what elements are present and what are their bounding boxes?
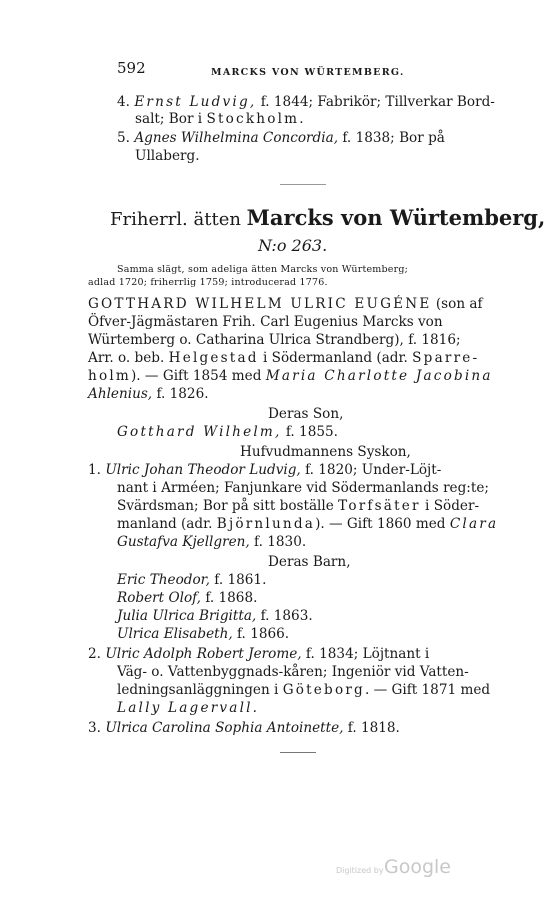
entry-text: i Södermanland (adr.: [258, 350, 413, 366]
children-heading: Deras Barn,: [268, 554, 351, 570]
place-name: Helgestad: [168, 350, 259, 366]
siblings-heading: Hufvudmannens Syskon,: [240, 444, 411, 460]
sibling-2-line-3: [117, 682, 490, 698]
place-name: Sparre-: [412, 350, 480, 366]
child-entry: [117, 608, 313, 624]
sibling-1-line-2: nant i Arméen; Fanjunkare vid Södermanlands reg:te;: [117, 480, 489, 496]
place-name: Torfsäter: [338, 498, 421, 514]
page-number: 592: [117, 59, 146, 77]
person-name: Julia Ulrica Brigitta,: [117, 608, 257, 624]
spouse-name: Gustafva Kjellgren,: [117, 534, 250, 550]
entry-number: 3.: [88, 720, 101, 736]
section-title: [110, 206, 545, 233]
digitized-watermark-text: Digitized by: [336, 866, 384, 875]
entry-number: 4.: [117, 94, 130, 110]
sibling-1-line-3: [117, 498, 479, 514]
entry-text: f. 1863.: [256, 608, 313, 624]
entry-text: f. 1855.: [281, 424, 338, 440]
sibling-3: [88, 720, 400, 736]
person-name: Gotthard Wilhelm,: [117, 424, 282, 440]
child-entry: [117, 590, 257, 606]
child-entry: [117, 626, 289, 642]
sibling-2-line-2: Väg- o. Vattenbyggnads-kåren; Ingeniör vid Vatten-: [117, 664, 469, 680]
entry-text: Arr. o. beb.: [88, 350, 169, 366]
google-logo: Google: [384, 856, 452, 878]
son-entry: [117, 424, 338, 440]
ornament-divider: [280, 184, 326, 185]
person-name: Agnes Wilhelmina Concordia,: [134, 130, 339, 146]
entry-text: ; Bor på: [390, 130, 445, 146]
sibling-2-line-1: [88, 646, 429, 662]
entry-text: f. 1820; Under-Löjt-: [300, 462, 442, 478]
entry-4-line-1: [117, 94, 495, 110]
birth-prefix: f.: [338, 130, 356, 146]
section-note-1: Samma slägt, som adeliga ätten Marcks von Würtemberg;: [117, 264, 409, 275]
entry-text: ). — Gift 1854 med: [130, 368, 266, 384]
head-person-line-4: [88, 350, 479, 366]
head-person-line-1: [88, 296, 483, 312]
place-name: holm: [88, 368, 131, 384]
birth-year: 1838: [355, 130, 391, 146]
entry-text: f. 1861.: [209, 572, 267, 588]
running-title: MARCKS VON WÜRTEMBERG.: [211, 67, 405, 78]
entry-5-line-2: Ullaberg.: [135, 148, 200, 164]
sibling-2-line-4: [117, 700, 259, 716]
entry-text: (son af: [431, 296, 483, 312]
person-name: Eric Theodor,: [117, 572, 210, 588]
head-person-line-6: [88, 386, 209, 402]
entry-number: 5.: [117, 130, 130, 146]
entry-text: i Söder-: [420, 498, 480, 514]
entry-text: ledningsanläggningen i: [117, 682, 283, 698]
entry-4-line-2: [135, 111, 304, 127]
sibling-1-line-4: [117, 516, 498, 532]
spouse-name: Lally Lagervall.: [117, 700, 260, 716]
entry-text: f. 1868.: [201, 590, 258, 606]
section-note-2: adlad 1720; friherrlig 1759; introducerad 1776.: [88, 277, 328, 288]
place-name: Stockholm: [206, 111, 300, 127]
spouse-name: Ahlenius,: [88, 386, 153, 402]
entry-text: f. 1834; Löjtnant i: [301, 646, 430, 662]
entry-number: 1.: [88, 462, 101, 478]
family-name: Marcks von Würtemberg,: [246, 205, 546, 230]
entry-text: f. 1866.: [232, 626, 290, 642]
spouse-name: Maria Charlotte Jacobina: [265, 368, 493, 384]
birth-prefix: f.: [256, 94, 274, 110]
person-name: Ernst Ludvig,: [134, 94, 257, 110]
person-name: Ulrica Elisabeth,: [117, 626, 233, 642]
person-name: GOTTHARD WILHELM ULRIC EUGÉNE: [88, 296, 432, 312]
family-number: N:o 263.: [258, 236, 328, 255]
child-entry: [117, 572, 266, 588]
head-person-line-5: [88, 368, 493, 384]
spouse-name: Clara: [449, 516, 499, 532]
head-person-line-2: Öfver-Jägmästaren Frih. Carl Eugenius Marcks von: [88, 314, 443, 330]
entry-text: .: [299, 111, 304, 127]
entry-text: . — Gift 1871 med: [364, 682, 491, 698]
entry-text: ). — Gift 1860 med: [315, 516, 450, 532]
entry-text: Svärdsman; Bor på sitt boställe: [117, 498, 339, 514]
birth-year: 1844: [273, 94, 309, 110]
person-name: Robert Olof,: [117, 590, 201, 606]
head-person-line-3: Würtemberg o. Catharina Ulrica Strandberg), f. 1816;: [88, 332, 461, 348]
person-name: Ulrica Carolina Sophia Antoinette,: [105, 720, 344, 736]
person-name: Ulric Adolph Robert Jerome,: [105, 646, 302, 662]
place-name: Björnlunda: [216, 516, 316, 532]
son-heading: Deras Son,: [268, 406, 344, 422]
title-prefix: Friherrl. ätten: [110, 209, 247, 230]
place-name: Göteborg: [282, 682, 365, 698]
entry-text: manland (adr.: [117, 516, 217, 532]
entry-text: salt; Bor i: [135, 111, 207, 127]
entry-text: f. 1830.: [249, 534, 307, 550]
entry-text: f. 1818.: [343, 720, 400, 736]
entry-number: 2.: [88, 646, 101, 662]
sibling-1-line-5: [117, 534, 306, 550]
end-divider: [280, 752, 316, 753]
sibling-1-line-1: [88, 462, 441, 478]
person-name: Ulric Johan Theodor Ludvig,: [105, 462, 301, 478]
entry-5-line-1: [117, 130, 445, 146]
entry-text: ; Fabrikör; Tillverkar Bord-: [308, 94, 495, 110]
entry-text: f. 1826.: [152, 386, 209, 402]
